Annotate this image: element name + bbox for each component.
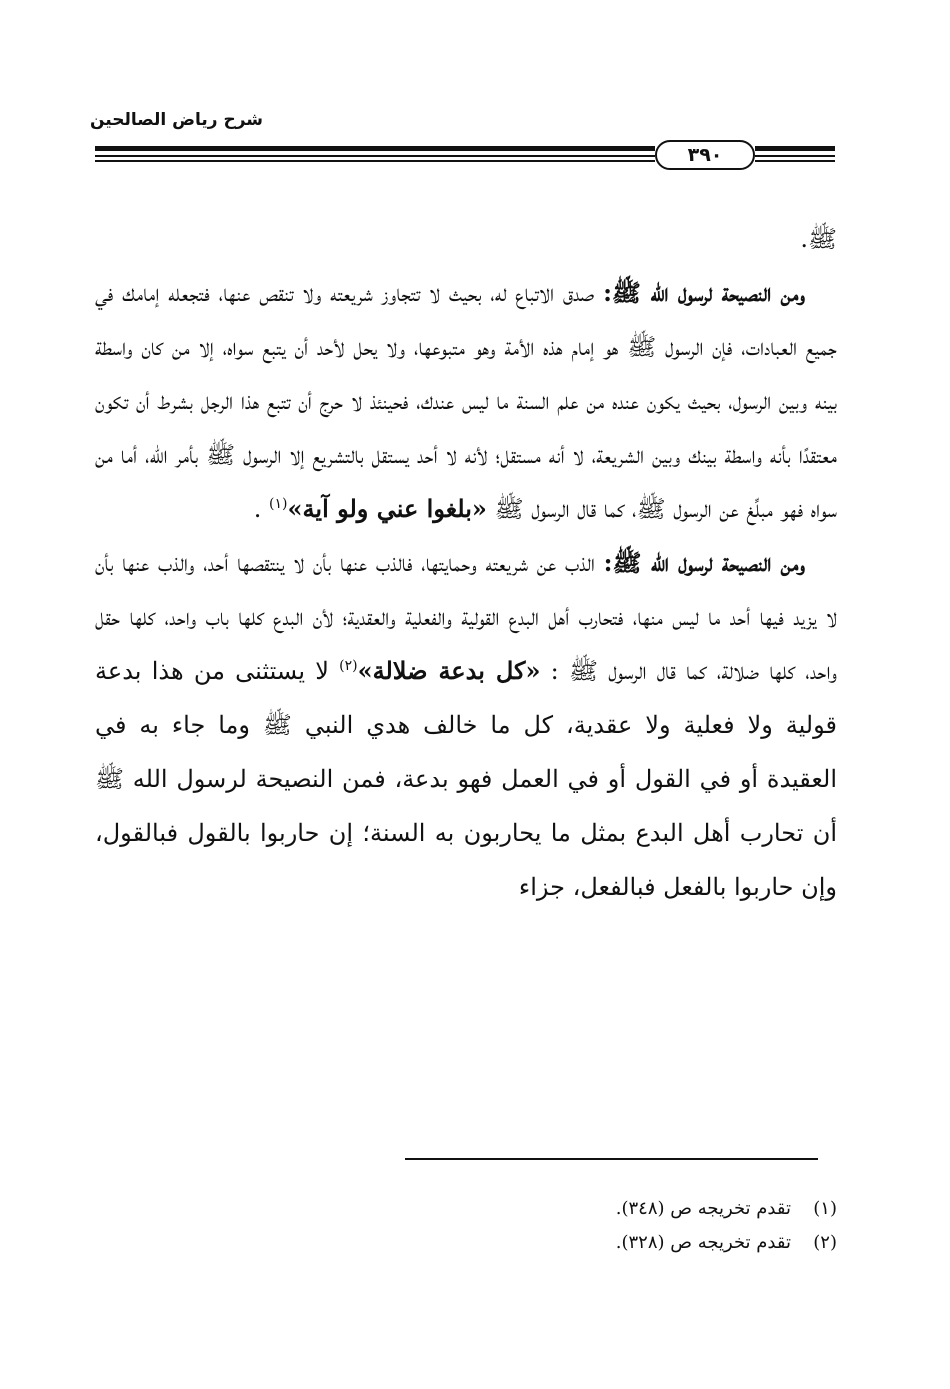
footnote — [95, 1226, 837, 1260]
footnotes — [95, 1192, 837, 1260]
continuation-line: ﷺ. — [800, 225, 837, 253]
header-rule — [95, 140, 835, 174]
footnote-number: (٢) — [813, 1232, 837, 1253]
body-text — [95, 212, 837, 914]
page-number: ٣٩٠ — [655, 140, 755, 170]
rule-line — [95, 146, 655, 151]
footnote-divider — [405, 1158, 818, 1160]
hadith-quote: «بلغوا عني ولو آية» — [287, 494, 487, 523]
footnote-ref[interactable]: (٢) — [339, 658, 358, 674]
paragraph-text: الذب عن شريعته وحمايتها، فالذب عنها بأن لا ينتقصها أحد، والذب عنها بأن لا يزيد فيها أحد ما ليس منها، فتحارب أهل البدع القولية والفعلية والعقدية؛ لأن البدع كلها باب واحد، كلها حقل واحد، كلها ضلالة، كما قال الرسول ﷺ : — [95, 549, 837, 685]
footnote-text: تقدم تخريجه ص (٣٢٨). — [615, 1232, 791, 1253]
paragraph-text: صدق الاتباع له، بحيث لا تتجاوز شريعته ولا تنقص عنها، فتجعله إمامك في جميع العبادات، فإن الرسول ﷺ هو إمام هذه الأمة وهو متبوعها، ولا يحل لأحد أن يتبع سواه، إلا من كان واسطة بينه وبين الرسول، بحيث يكون عنده من علم السنة ما ليس عندك، فحينئذ لا حرج أن تتبع هذا الرجل بشرط أن تكون معتقدًا بأنه واسطة بينك وبين الشريعة، لا أنه مستقل؛ لأنه لا أحد يستقل بالتشريع إلا الرسول ﷺ بأمر الله، أما من سواه فهو مبلِّغ عن الرسول ﷺ، كما قال الرسول ﷺ — [95, 279, 838, 523]
rule-line — [95, 160, 655, 162]
paragraph-text: لا يستثنى من هذا بدعة قولية ولا فعلية ولا عقدية، كل ما خالف هدي النبي ﷺ وما جاء به في العقيدة أو في القول أو في العمل فهو بدعة، فمن النصيحة لرسول الله ﷺ أن تحارب أهل البدع بمثل ما يحاربون به السنة؛ إن حاربوا بالقول فبالقول، وإن حاربوا بالفعل فبالفعل، جزاء — [95, 657, 837, 901]
paragraph-label: ومن النصيحة لرسول الله ﷺ: — [603, 548, 806, 577]
footnote-number: (١) — [813, 1198, 837, 1219]
running-title: شرح رياض الصالحين — [90, 110, 264, 130]
paragraph — [95, 536, 837, 914]
rule-line — [95, 155, 655, 157]
paragraph — [95, 266, 837, 536]
footnote-ref[interactable]: (١) — [269, 496, 288, 512]
rule-line — [755, 160, 835, 162]
hadith-quote: «كل بدعة ضلالة» — [357, 656, 541, 685]
rule-line — [755, 146, 835, 151]
rule-line — [755, 155, 835, 157]
paragraph-end: . — [253, 495, 270, 523]
paragraph-label: ومن النصيحة لرسول الله ﷺ: — [603, 278, 805, 307]
footnote — [95, 1192, 837, 1226]
footnote-text: تقدم تخريجه ص (٣٤٨). — [615, 1198, 791, 1219]
